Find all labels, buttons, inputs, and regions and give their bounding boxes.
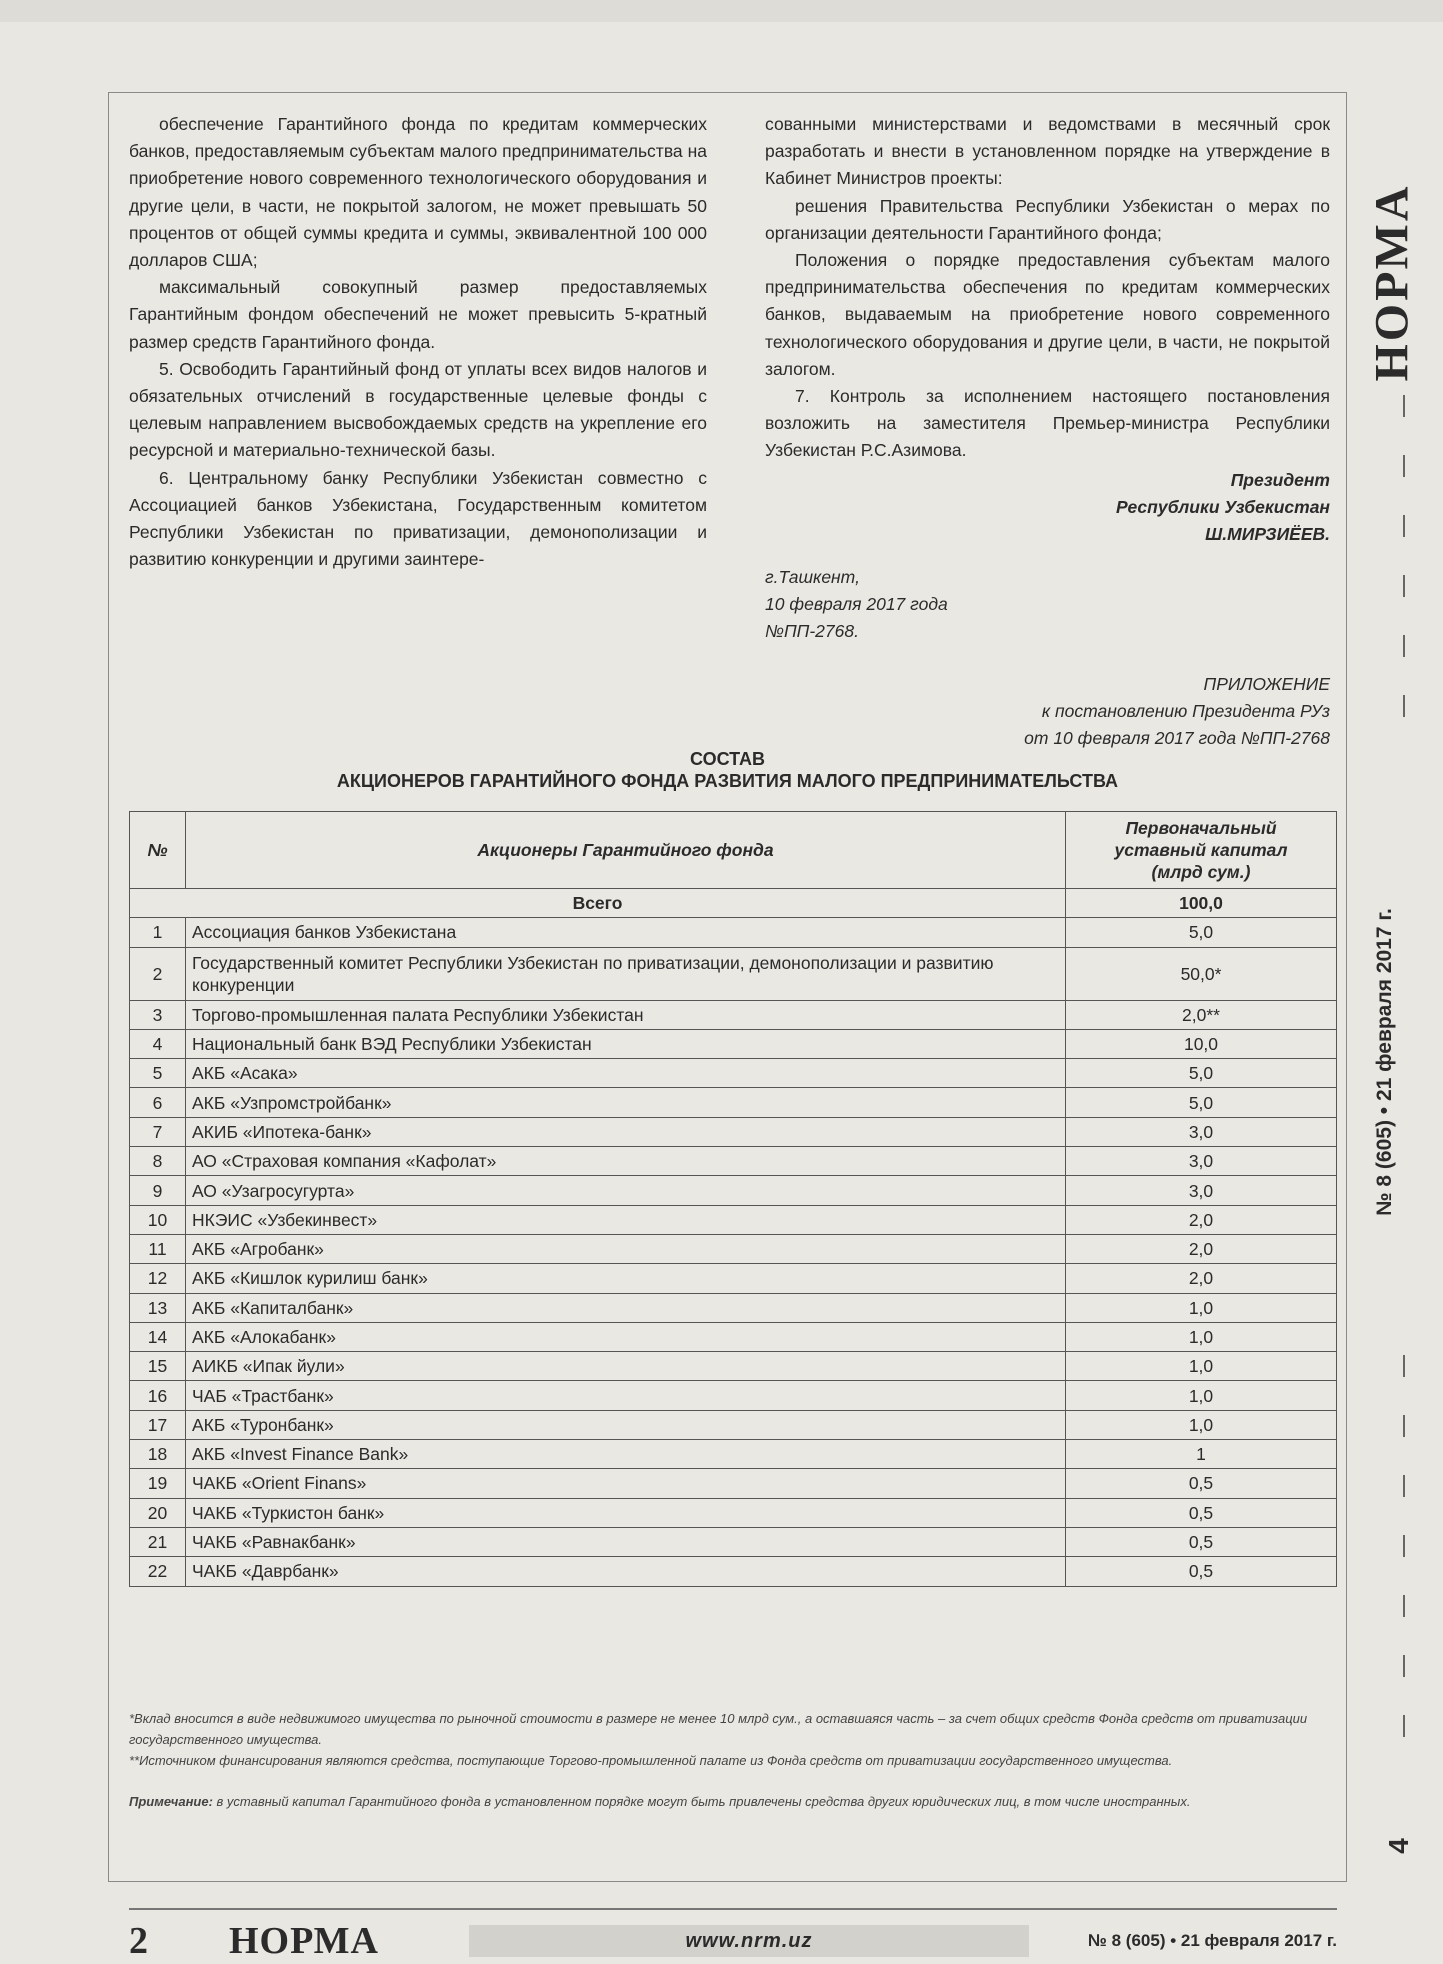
- side-tick: [1403, 455, 1405, 477]
- footer-url: www.nrm.uz: [685, 1930, 813, 1952]
- header-name: Акционеры Гарантийного фонда: [186, 812, 1066, 889]
- header-capital-line3: (млрд сум.): [1151, 862, 1251, 882]
- footer-page-number: 2: [129, 1920, 148, 1962]
- total-label: Всего: [130, 889, 1066, 918]
- place-date: 10 февраля 2017 года: [765, 593, 948, 614]
- footer-rule: [129, 1908, 1337, 1910]
- row-capital: 10,0: [1066, 1029, 1337, 1058]
- row-capital: 0,5: [1066, 1498, 1337, 1527]
- shareholders-table: [129, 811, 1337, 1587]
- row-capital: 3,0: [1066, 1147, 1337, 1176]
- row-number: 19: [130, 1469, 186, 1498]
- side-tick: [1403, 1655, 1405, 1677]
- table-row: [130, 1234, 1337, 1263]
- row-capital: 0,5: [1066, 1469, 1337, 1498]
- side-tick: [1403, 1475, 1405, 1497]
- paragraph: сованными министерствами и ведомствами в месячный срок разработать и внести в установленном порядке на утверждение в Кабинет Министров проекты:: [765, 114, 1330, 189]
- side-tick: [1403, 515, 1405, 537]
- header-num: №: [130, 812, 186, 889]
- row-shareholder-name: Национальный банк ВЭД Республики Узбекистан: [186, 1029, 1066, 1058]
- footer-brand-logo: НОРМА: [229, 1920, 379, 1962]
- place-date-block: [765, 564, 1330, 645]
- remark: [129, 1791, 1337, 1812]
- paragraph: 5. Освободить Гарантийный фонд от уплаты всех видов налогов и обязательных отчислений в государственные целевые фонды с целевым направлением высвобождаемых средств на укрепление его ресурсной и материально-технической базы.: [129, 358, 707, 461]
- row-capital: 2,0**: [1066, 1000, 1337, 1029]
- side-tick: [1403, 575, 1405, 597]
- row-number: 16: [130, 1381, 186, 1410]
- row-shareholder-name: ЧАБ «Трастбанк»: [186, 1381, 1066, 1410]
- table-row: [130, 1410, 1337, 1439]
- row-shareholder-name: ЧАКБ «Равнакбанк»: [186, 1527, 1066, 1556]
- side-tick: [1403, 1535, 1405, 1557]
- row-shareholder-name: ЧАКБ «Даврбанк»: [186, 1557, 1066, 1586]
- place-city: г.Ташкент,: [765, 566, 860, 587]
- table-row: [130, 1000, 1337, 1029]
- row-number: 1: [130, 918, 186, 947]
- remark-label: Примечание:: [129, 1794, 213, 1809]
- paragraph: максимальный совокупный размер предоставляемых Гарантийным фондом обеспечений не может превысить 5-кратный размер средств Гарантийного фонда.: [129, 277, 707, 352]
- paragraph: 6. Центральному банку Республики Узбекистан совместно с Ассоциацией банков Узбекистана, Государственным комитетом Республики Узбекистан по приватизации, демонополизации и развитию конкуренции и другими заинтере-: [129, 467, 707, 570]
- remark-text: в уставный капитал Гарантийного фонда в установленном порядке могут быть привлечены средства других юридических лиц, в том числе иностранных.: [212, 1794, 1191, 1809]
- row-capital: 0,5: [1066, 1527, 1337, 1556]
- signature-country: Республики Узбекистан: [1116, 496, 1330, 517]
- paragraph: Положения о порядке предоставления субъектам малого предпринимательства обеспечения по кредитам коммерческих банков, выдаваемым на приобретение нового современного технологического оборудования и другие цели, в части, не покрытой залогом.: [765, 250, 1330, 379]
- row-shareholder-name: АКБ «Агробанк»: [186, 1234, 1066, 1263]
- row-number: 14: [130, 1322, 186, 1351]
- row-shareholder-name: АКБ «Капиталбанк»: [186, 1293, 1066, 1322]
- table-row: [130, 1264, 1337, 1293]
- table-row: [130, 1147, 1337, 1176]
- table-title-line1: СОСТАВ: [690, 749, 765, 769]
- row-capital: 3,0: [1066, 1117, 1337, 1146]
- row-shareholder-name: АКБ «Асака»: [186, 1059, 1066, 1088]
- table-row: [130, 1088, 1337, 1117]
- row-shareholder-name: Ассоциация банков Узбекистана: [186, 918, 1066, 947]
- row-shareholder-name: АКБ «Invest Finance Bank»: [186, 1440, 1066, 1469]
- row-capital: 1,0: [1066, 1410, 1337, 1439]
- row-shareholder-name: АО «Узагросугурта»: [186, 1176, 1066, 1205]
- appendix-ref: к постановлению Президента РУз: [1041, 700, 1330, 721]
- row-number: 12: [130, 1264, 186, 1293]
- row-capital: 2,0: [1066, 1234, 1337, 1263]
- row-number: 7: [130, 1117, 186, 1146]
- footer-url-band: [469, 1925, 1029, 1957]
- table-title: [109, 748, 1346, 792]
- signature-title: Президент: [1230, 469, 1330, 490]
- row-number: 17: [130, 1410, 186, 1439]
- row-number: 6: [130, 1088, 186, 1117]
- row-shareholder-name: АКБ «Кишлок курилиш банк»: [186, 1264, 1066, 1293]
- row-number: 11: [130, 1234, 186, 1263]
- paragraph: 7. Контроль за исполнением настоящего постановления возложить на заместителя Премьер-министра Республики Узбекистан Р.С.Азимова.: [765, 386, 1330, 461]
- table-row: [130, 1440, 1337, 1469]
- side-tick: [1403, 695, 1405, 717]
- row-capital: 0,5: [1066, 1557, 1337, 1586]
- appendix-date: от 10 февраля 2017 года №ПП-2768: [1024, 727, 1330, 748]
- row-shareholder-name: Государственный комитет Республики Узбекистан по приватизации, демонополизации и развитию конкуренции: [186, 947, 1066, 1000]
- row-capital: 5,0: [1066, 1088, 1337, 1117]
- header-capital-line2: уставный капитал: [1114, 840, 1288, 860]
- table-row: [130, 1352, 1337, 1381]
- table-row: [130, 1117, 1337, 1146]
- side-tick: [1403, 395, 1405, 417]
- table-title-line2: АКЦИОНЕРОВ ГАРАНТИЙНОГО ФОНДА РАЗВИТИЯ МАЛОГО ПРЕДПРИНИМАТЕЛЬСТВА: [336, 771, 1119, 791]
- row-capital: 3,0: [1066, 1176, 1337, 1205]
- side-page-number: 4: [1382, 1838, 1414, 1854]
- row-number: 3: [130, 1000, 186, 1029]
- row-capital: 50,0*: [1066, 947, 1337, 1000]
- row-number: 13: [130, 1293, 186, 1322]
- footnote-1: *Вклад вносится в виде недвижимого имущества по рыночной стоимости в размере не менее 10 млрд сум., а оставшаяся часть – за счет общих средств Фонда средств от приватизации государственного имущества.: [129, 1711, 1308, 1747]
- table-row: [130, 947, 1337, 1000]
- row-shareholder-name: АКБ «Туронбанк»: [186, 1410, 1066, 1439]
- row-capital: 1,0: [1066, 1352, 1337, 1381]
- row-shareholder-name: АО «Страховая компания «Кафолат»: [186, 1147, 1066, 1176]
- row-capital: 2,0: [1066, 1205, 1337, 1234]
- table-body: [130, 889, 1337, 1587]
- row-number: 18: [130, 1440, 186, 1469]
- row-shareholder-name: НКЭИС «Узбекинвест»: [186, 1205, 1066, 1234]
- table-row: [130, 1381, 1337, 1410]
- row-capital: 1,0: [1066, 1381, 1337, 1410]
- table-row: [130, 1557, 1337, 1586]
- table-row: [130, 1527, 1337, 1556]
- appendix-block: [765, 671, 1330, 752]
- scan-top-strip: [0, 0, 1443, 22]
- row-number: 10: [130, 1205, 186, 1234]
- table-row: [130, 1176, 1337, 1205]
- row-shareholder-name: АКБ «Алокабанк»: [186, 1322, 1066, 1351]
- row-number: 4: [130, 1029, 186, 1058]
- side-tick: [1403, 1595, 1405, 1617]
- table-row: [130, 918, 1337, 947]
- row-capital: 1,0: [1066, 1293, 1337, 1322]
- row-shareholder-name: ЧАКБ «Orient Finans»: [186, 1469, 1066, 1498]
- row-shareholder-name: АКИБ «Ипотека-банк»: [186, 1117, 1066, 1146]
- row-number: 22: [130, 1557, 186, 1586]
- table-row: [130, 1293, 1337, 1322]
- row-shareholder-name: ЧАКБ «Туркистон банк»: [186, 1498, 1066, 1527]
- row-capital: 5,0: [1066, 1059, 1337, 1088]
- header-capital-line1: Первоначальный: [1125, 818, 1277, 838]
- table-row: [130, 1498, 1337, 1527]
- table-row-total: [130, 889, 1337, 918]
- row-capital: 1,0: [1066, 1322, 1337, 1351]
- appendix-title: ПРИЛОЖЕНИЕ: [1203, 673, 1330, 694]
- row-shareholder-name: Торгово-промышленная палата Республики Узбекистан: [186, 1000, 1066, 1029]
- signature-block: [765, 467, 1330, 548]
- row-capital: 5,0: [1066, 918, 1337, 947]
- table-row: [130, 1059, 1337, 1088]
- side-tick: [1403, 1355, 1405, 1377]
- footer-issue: № 8 (605) • 21 февраля 2017 г.: [1087, 1931, 1337, 1950]
- side-brand-logo: НОРМА: [1365, 183, 1419, 382]
- side-tick: [1403, 1715, 1405, 1737]
- page-footer: [129, 1915, 1337, 1963]
- signature-name: Ш.МИРЗИЁЕВ.: [1205, 523, 1330, 544]
- side-issue: № 8 (605) • 21 февраля 2017 г.: [1373, 908, 1396, 1216]
- row-number: 5: [130, 1059, 186, 1088]
- footnotes: [129, 1708, 1337, 1812]
- header-capital: [1066, 812, 1337, 889]
- table-row: [130, 1029, 1337, 1058]
- total-value: 100,0: [1066, 889, 1337, 918]
- left-text-column: [129, 111, 707, 573]
- table-row: [130, 1205, 1337, 1234]
- row-number: 20: [130, 1498, 186, 1527]
- row-shareholder-name: АИКБ «Ипак йули»: [186, 1352, 1066, 1381]
- table-row: [130, 1322, 1337, 1351]
- row-number: 21: [130, 1527, 186, 1556]
- side-margin: [1365, 95, 1435, 1955]
- side-tick: [1403, 635, 1405, 657]
- row-number: 15: [130, 1352, 186, 1381]
- row-number: 2: [130, 947, 186, 1000]
- table-row: [130, 1469, 1337, 1498]
- row-number: 8: [130, 1147, 186, 1176]
- side-tick: [1403, 1415, 1405, 1437]
- row-capital: 2,0: [1066, 1264, 1337, 1293]
- row-number: 9: [130, 1176, 186, 1205]
- footnote-2: **Источником финансирования являются средства, поступающие Торгово-промышленной палате из Фонда средств от приватизации государственного имущества.: [129, 1753, 1173, 1768]
- row-shareholder-name: АКБ «Узпромстройбанк»: [186, 1088, 1066, 1117]
- page-frame: [108, 92, 1347, 1962]
- right-text-column: [765, 111, 1330, 752]
- paragraph: решения Правительства Республики Узбекистан о мерах по организации деятельности Гарантийного фонда;: [765, 195, 1330, 243]
- row-capital: 1: [1066, 1440, 1337, 1469]
- paragraph: обеспечение Гарантийного фонда по кредитам коммерческих банков, предоставляемым субъектам малого предпринимательства на приобретение нового современного технологического оборудования и другие цели, в части, не покрытой залогом, не может превышать 50 процентов от общей суммы кредита и суммы, эквивалентной 100 000 долларов США;: [129, 114, 707, 271]
- decree-number: №ПП-2768.: [765, 620, 859, 641]
